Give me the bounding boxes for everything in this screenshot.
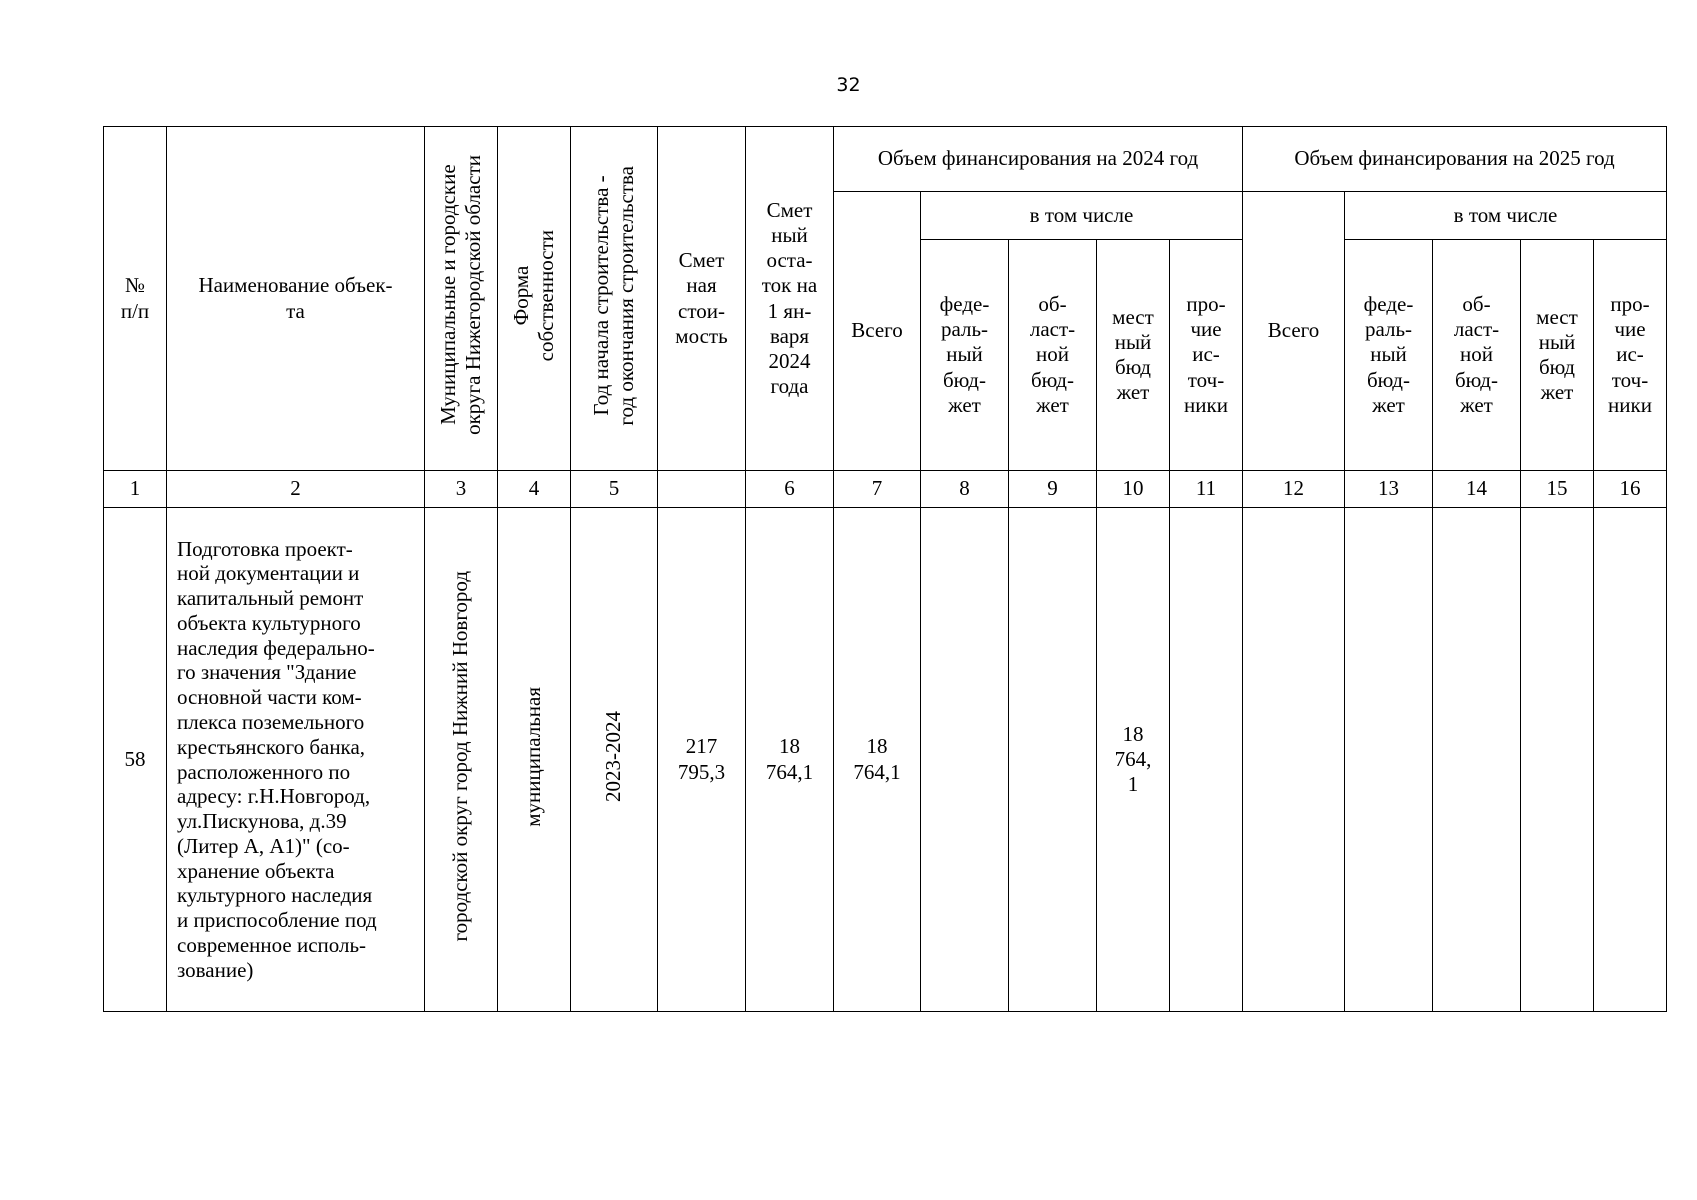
- header-regional-2025: об- ласт- ной бюд- жет: [1433, 240, 1521, 471]
- row-regional-2024: [1009, 508, 1097, 1012]
- header-ownership-text: Форма собственности: [508, 229, 558, 362]
- row-regional-2025: [1433, 508, 1521, 1012]
- header-local-2025: мест ный бюд жет: [1521, 240, 1594, 471]
- page-number: 32: [836, 74, 861, 96]
- row-estimate: 217 795,3: [658, 508, 746, 1012]
- row-remainder: 18 764,1: [746, 508, 834, 1012]
- row-years: [571, 508, 658, 1012]
- column-number: 15: [1521, 471, 1594, 508]
- row-years-text: 2023-2024: [601, 710, 626, 802]
- row-municipality-text: городской округ город Нижний Новгород: [448, 571, 473, 942]
- column-number: 11: [1170, 471, 1243, 508]
- header-including-2025: в том числе: [1345, 192, 1667, 240]
- row-num: 58: [104, 508, 167, 1012]
- header-group-2025: Объем финансирования на 2025 год: [1243, 127, 1667, 192]
- row-federal-2025: [1345, 508, 1433, 1012]
- row-local-2025: [1521, 508, 1594, 1012]
- table-row: [104, 508, 1667, 1012]
- header-other-2025: про- чие ис- точ- ники: [1594, 240, 1667, 471]
- header-local-2024: мест ный бюд жет: [1097, 240, 1170, 471]
- row-other-2025: [1594, 508, 1667, 1012]
- header-name: Наименование объек- та: [167, 127, 425, 471]
- column-number: 4: [498, 471, 571, 508]
- header-including-2024: в том числе: [921, 192, 1243, 240]
- column-number: 12: [1243, 471, 1345, 508]
- header-municipality-text: Муниципальные и городские округа Нижегородской области: [435, 155, 485, 436]
- row-total-2024: 18 764,1: [834, 508, 921, 1012]
- column-number: 16: [1594, 471, 1667, 508]
- row-other-2024: [1170, 508, 1243, 1012]
- column-number: 2: [167, 471, 425, 508]
- row-name: Подготовка проект- ной документации и капитальный ремонт объекта культурного наследия федерально- го значения "Здание основной части ком- плекса поземельного крестьянского банка, расположенного по адресу: г.Н.Новгород, ул.Пискунова, д.39 (Литер А, А1)" (со- хранение объекта культурного наследия и приспособление под современное исполь- зование): [167, 508, 425, 1012]
- header-regional-2024: об- ласт- ной бюд- жет: [1009, 240, 1097, 471]
- header-num: № п/п: [104, 127, 167, 471]
- row-local-2024: 18 764, 1: [1097, 508, 1170, 1012]
- header-remainder: Смет ный оста- ток на 1 ян- варя 2024 года: [746, 127, 834, 471]
- header-total-2024: Всего: [834, 192, 921, 471]
- column-number: 9: [1009, 471, 1097, 508]
- header-municipality: [425, 127, 498, 471]
- header-ownership: [498, 127, 571, 471]
- column-numbers-row: [104, 471, 1667, 508]
- column-number: 3: [425, 471, 498, 508]
- column-number: 14: [1433, 471, 1521, 508]
- column-number: 6: [746, 471, 834, 508]
- header-years-text: Год начала строительства - год окончания строительства: [588, 165, 638, 426]
- header-total-2025: Всего: [1243, 192, 1345, 471]
- row-ownership-text: муниципальная: [521, 686, 546, 827]
- column-number: 10: [1097, 471, 1170, 508]
- column-number: 5: [571, 471, 658, 508]
- row-total-2025: [1243, 508, 1345, 1012]
- column-number: 8: [921, 471, 1009, 508]
- column-number: [658, 471, 746, 508]
- row-ownership: [498, 508, 571, 1012]
- header-estimate: Смет ная стои- мость: [658, 127, 746, 471]
- financing-table: [103, 126, 1667, 1012]
- header-federal-2024: феде- раль- ный бюд- жет: [921, 240, 1009, 471]
- header-group-2024: Объем финансирования на 2024 год: [834, 127, 1243, 192]
- header-federal-2025: феде- раль- ный бюд- жет: [1345, 240, 1433, 471]
- column-number: 1: [104, 471, 167, 508]
- column-number: 7: [834, 471, 921, 508]
- row-federal-2024: [921, 508, 1009, 1012]
- row-municipality: [425, 508, 498, 1012]
- header-years: [571, 127, 658, 471]
- column-number: 13: [1345, 471, 1433, 508]
- header-other-2024: про- чие ис- точ- ники: [1170, 240, 1243, 471]
